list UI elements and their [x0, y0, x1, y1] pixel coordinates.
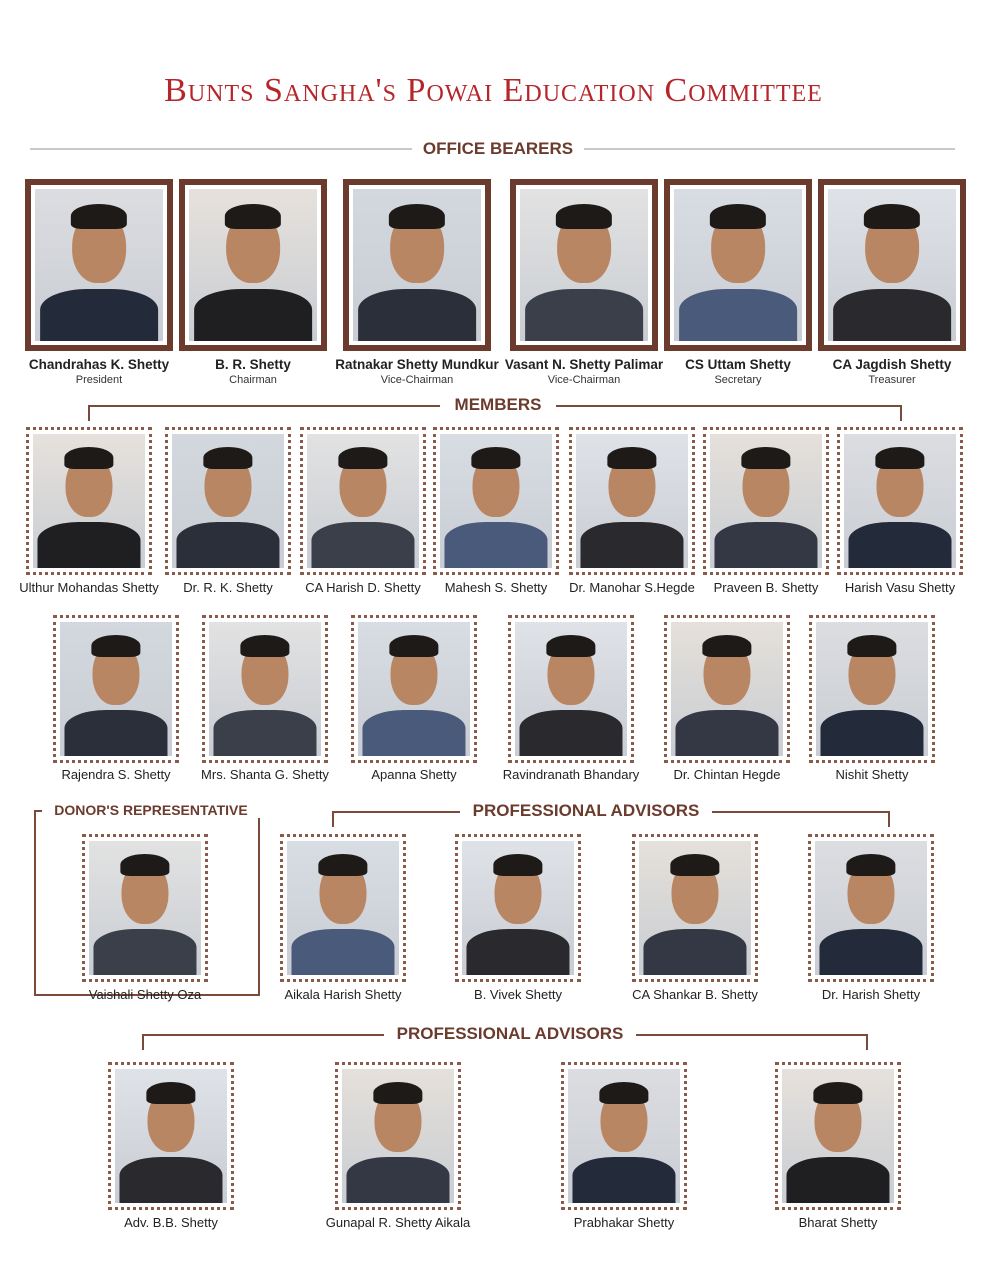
person-name: B. Vivek Shetty	[474, 987, 562, 1002]
person-name: Vaishali Shetty Oza	[88, 987, 202, 1002]
person-name: Bharat Shetty	[798, 1215, 878, 1230]
person-name: Gunapal R. Shetty Aikala	[325, 1215, 471, 1230]
portrait-photo	[202, 615, 328, 763]
portrait-photo	[300, 427, 426, 575]
person-name: Chandrahas K. Shetty	[28, 357, 170, 372]
person-name: Adv. B.B. Shetty	[124, 1215, 218, 1230]
person-role: Chairman	[229, 374, 277, 386]
person-name: Vasant N. Shetty Palimar	[504, 357, 664, 372]
portrait-photo	[508, 615, 634, 763]
person-name: B. R. Shetty	[215, 357, 291, 372]
portrait-photo	[561, 1062, 687, 1210]
person-name: CA Shankar B. Shetty	[632, 987, 758, 1002]
person-name: Prabhakar Shetty	[573, 1215, 675, 1230]
person-name: Ravindranath Bhandary	[502, 767, 640, 782]
portrait-photo	[26, 427, 152, 575]
portrait-photo	[775, 1062, 901, 1210]
portrait-photo	[455, 834, 581, 982]
person-name: Dr. Chintan Hegde	[673, 767, 781, 782]
portrait-photo	[837, 427, 963, 575]
person-name: Dr. Harish Shetty	[821, 987, 921, 1002]
portrait-photo	[818, 179, 966, 351]
portrait-photo	[664, 179, 812, 351]
donor-heading: DONOR'S REPRESENTATIVE	[42, 802, 260, 818]
person-name: Dr. R. K. Shetty	[183, 580, 273, 595]
person-name: Praveen B. Shetty	[713, 580, 819, 595]
person-name: CA Jagdish Shetty	[832, 357, 952, 372]
person-name: Aikala Harish Shetty	[284, 987, 402, 1002]
portrait-photo	[25, 179, 173, 351]
person-name: Rajendra S. Shetty	[61, 767, 171, 782]
person-name: Apanna Shetty	[371, 767, 457, 782]
person-role: Vice-Chairman	[380, 374, 454, 386]
portrait-photo	[510, 179, 658, 351]
person-name: Ulthur Mohandas Shetty	[19, 580, 159, 595]
person-name: Dr. Manohar S.Hegde	[569, 580, 695, 595]
advisors1-heading: PROFESSIONAL ADVISORS	[460, 801, 712, 821]
person-role: Treasurer	[868, 374, 916, 386]
members-heading: MEMBERS	[440, 395, 556, 415]
portrait-photo	[351, 615, 477, 763]
portrait-photo	[108, 1062, 234, 1210]
portrait-photo	[433, 427, 559, 575]
portrait-photo	[632, 834, 758, 982]
office-bearers-heading: OFFICE BEARERS	[412, 139, 584, 159]
portrait-photo	[335, 1062, 461, 1210]
portrait-photo	[703, 427, 829, 575]
portrait-photo	[664, 615, 790, 763]
portrait-photo	[280, 834, 406, 982]
person-name: Harish Vasu Shetty	[844, 580, 956, 595]
person-name: Mrs. Shanta G. Shetty	[201, 767, 329, 782]
portrait-photo	[343, 179, 491, 351]
portrait-photo	[808, 834, 934, 982]
portrait-photo	[809, 615, 935, 763]
person-role: President	[75, 374, 123, 386]
page-title: Bunts Sangha's Powai Education Committee	[164, 72, 823, 109]
person-name: CS Uttam Shetty	[685, 357, 791, 372]
portrait-photo	[569, 427, 695, 575]
person-role: Vice-Chairman	[547, 374, 621, 386]
person-name: Mahesh S. Shetty	[444, 580, 548, 595]
person-name: CA Harish D. Shetty	[305, 580, 421, 595]
person-role: Secretary	[714, 374, 762, 386]
portrait-photo	[179, 179, 327, 351]
portrait-photo	[165, 427, 291, 575]
advisors2-heading: PROFESSIONAL ADVISORS	[384, 1024, 636, 1044]
portrait-photo	[53, 615, 179, 763]
portrait-photo	[82, 834, 208, 982]
person-name: Nishit Shetty	[835, 767, 909, 782]
person-name: Ratnakar Shetty Mundkur	[335, 357, 499, 372]
